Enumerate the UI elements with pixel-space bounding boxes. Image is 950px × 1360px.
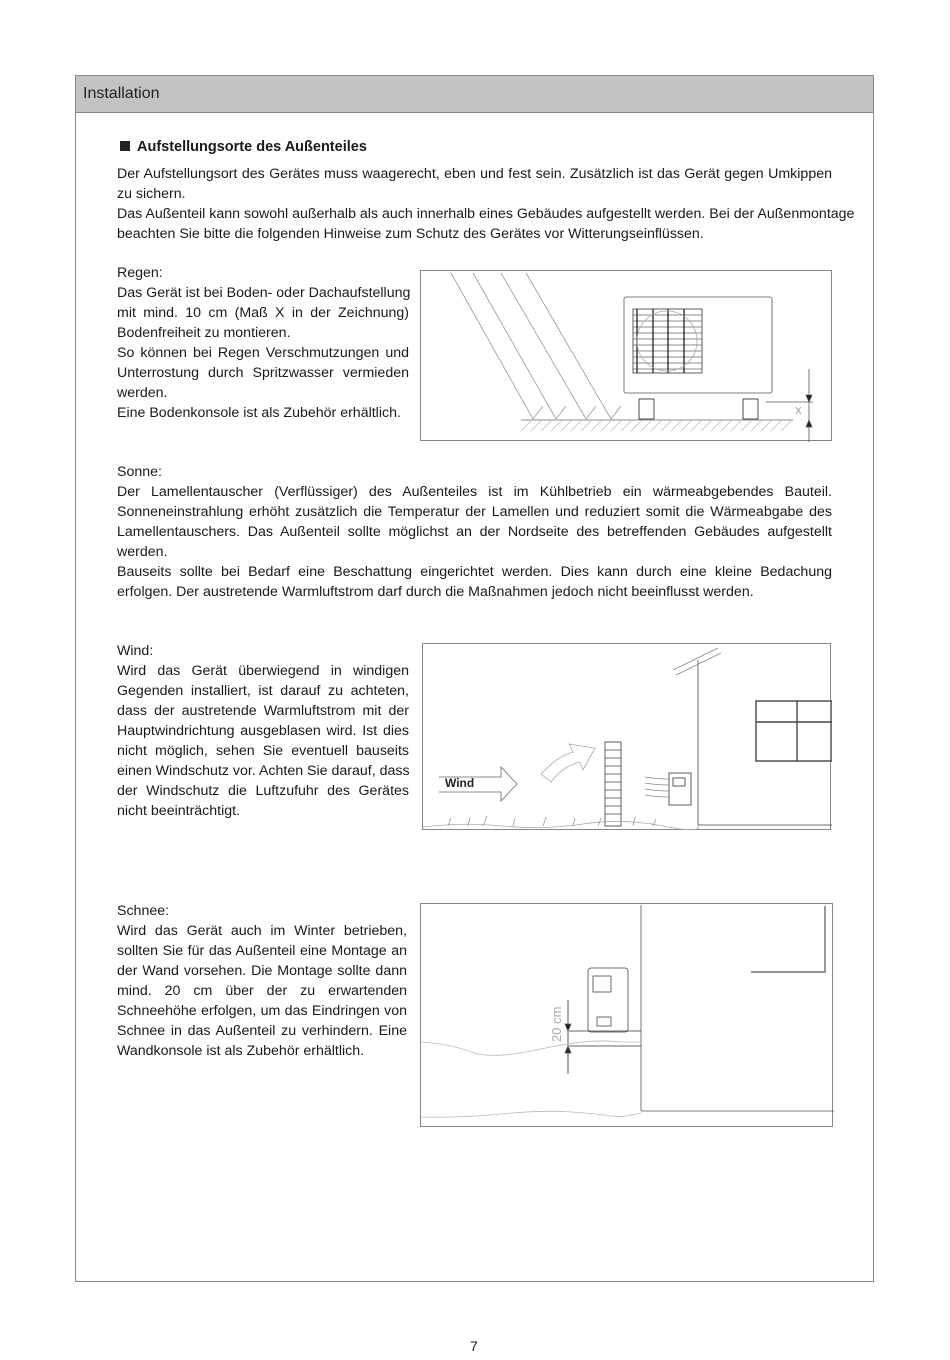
text-line: Sonneneinstrahlung erhöht zusätzlich die Temperatur der Lamellen und reduziert somit die Wärmeabgabe des (117, 504, 832, 520)
wind-text (117, 641, 409, 821)
text-line: Schnee: (117, 903, 170, 919)
text-line: der Windschutz die Luftzufuhr des Gerätes (117, 783, 409, 799)
text-line: erfolgen. Der austretende Warmluftstrom darf durch die Maßnahmen jedoch nicht beeinflusst werden. (117, 584, 754, 600)
text-line: So können bei Regen Verschmutzungen und (117, 345, 409, 361)
text-line: sollten Sie für das Außenteil eine Montage an (117, 943, 407, 959)
schnee-text (117, 901, 407, 1061)
text-line: Bauseits sollte bei Bedarf eine Beschattung eingerichtet werden. Dies kann durch eine kleine Bedachung (117, 564, 832, 580)
text-line: mind. 20 cm über der zu erwartenden (117, 983, 407, 999)
text-line: Hauptwindrichtung ausgeblasen wird. Ist dies (117, 723, 409, 739)
text-line: Eine Bodenkonsole ist als Zubehör erhältlich. (117, 405, 401, 421)
text-line: nicht möglich, sehen Sie eventuell bauseits (117, 743, 409, 759)
text-line: Schnee in das Außenteil zu verhindern. Eine (117, 1023, 407, 1039)
text-line: Schneehöhe erfolgen, um das Eindringen von (117, 1003, 407, 1019)
section-header-band (76, 76, 873, 113)
text-line: Regen: (117, 265, 163, 281)
text-line: Der Lamellentauscher (Verflüssiger) des Außenteiles ist im Kühlbetrieb ein wärmeabgebendes Bauteil. (117, 484, 832, 500)
text-line: werden. (117, 385, 168, 401)
schnee-illustration (420, 903, 833, 1127)
text-line: Wandkonsole ist als Zubehör erhältlich. (117, 1043, 365, 1059)
dimension-x-label: X (795, 406, 802, 417)
text-line: zu sichern. (117, 186, 186, 202)
square-bullet-icon (120, 141, 130, 151)
text-line: beachten Sie bitte die folgenden Hinweise zum Schutz des Gerätes vor Witterungseinflüssen. (117, 226, 704, 242)
text-line: der Wand vorsehen. Die Montage sollte dann (117, 963, 407, 979)
regen-text (117, 263, 409, 423)
text-line: Wird das Gerät auch im Winter betrieben, (117, 923, 407, 939)
text-line: Wind: (117, 643, 154, 659)
text-line: Unterrostung durch Spritzwasser vermieden (117, 365, 409, 381)
text-line: Das Außenteil kann sowohl außerhalb als auch innerhalb eines Gebäudes aufgestellt werden. Bei der Außenmontage (117, 206, 855, 222)
text-line: Lamellentauschers. Das Außenteil sollte möglichst an der Nordseite des betreffenden Gebäudes aufgestellt (117, 524, 832, 540)
wind-illustration (422, 643, 831, 830)
text-line: dass der austretende Warmluftstrom mit der (117, 703, 409, 719)
dimension-20cm-label: 20 cm (549, 1006, 564, 1042)
text-line: Das Gerät ist bei Boden- oder Dachaufstellung (117, 285, 411, 301)
sonne-text (117, 462, 832, 602)
page-number: 7 (470, 1338, 478, 1354)
subsection-heading (120, 139, 367, 155)
section-title: Installation (83, 85, 160, 102)
text-line: Gegenden installiert, ist darauf zu achteten, (117, 683, 409, 699)
text-line: Wird das Gerät überwiegend in windigen (117, 663, 409, 679)
regen-illustration (420, 270, 832, 441)
wind-label: Wind (445, 776, 475, 790)
text-line: werden. (117, 544, 168, 560)
intro-text (117, 164, 855, 244)
text-line: mit mind. 10 cm (Maß X in der Zeichnung) (117, 305, 409, 321)
text-line: einen Windschutz vor. Achten Sie darauf, dass (117, 763, 410, 779)
text-line: nicht beeinträchtigt. (117, 803, 241, 819)
text-line: Sonne: (117, 464, 162, 480)
text-line: Der Aufstellungsort des Gerätes muss waagerecht, eben und fest sein. Zusätzlich ist das Gerät gegen Umkippen (117, 166, 832, 182)
subsection-heading-text: Aufstellungsorte des Außenteiles (137, 139, 367, 155)
text-line: Bodenfreiheit zu montieren. (117, 325, 291, 341)
